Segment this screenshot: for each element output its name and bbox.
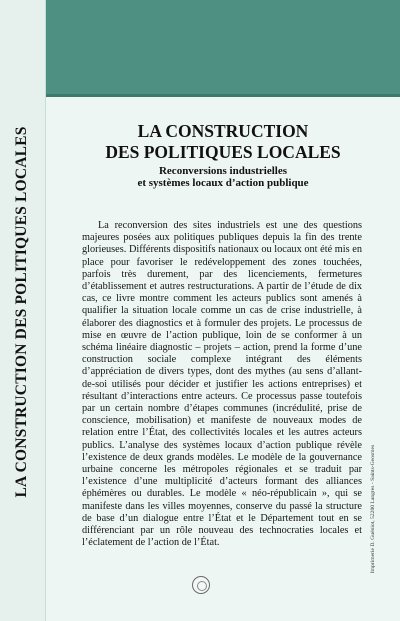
blurb-paragraph: La reconversion des sites industriels est une des questions majeures posées aux politiques publiques depuis la fin des trente glorieuses. Différents dispositifs nationaux ou locaux ont été mis en place pour favoriser le redéveloppement des zones touchées, parfois très durement, par des licenciements, fermetures d’établissement et autres restructurations. A partir de l’étude de dix cas, ce livre montre comment les acteurs publics sont amenés à qualifier la situation locale comme un cas de crise industrielle, à élaborer des diagnostics et à formuler des projets. Le processus de mise en œuvre de l’action publique, loin de se conformer à un schéma linéaire diagnostic – projets – action, prend la forme d’une construction sociale complexe intégrant des éléments d’appréciation de divers types, dont des mythes (au sens d’allant-de-soi utilisés pour décider et justifier les actions entreprises) et résultant d’interactions entre acteurs. Ce processus passe toutefois par un certain nombre d’étapes communes (incrédulité, prise de conscience, mobilisation) et manifeste de nouveaux modes de relation entre l’État, des collectivités locales et les autres acteurs publics. L’analyse des systèmes locaux d’action publique révèle l’existence de deux grands modèles. Le modèle de la gouvernance urbaine concerne les métropoles régionales et se traduit par l’existence d’une multiplicité d’acteurs formant des alliances éphémères ou durables. Le modèle « néo-républicain », qui se manifeste dans les villes moyennes, conserve du passé la structure de base d’un dialogue entre l’État et le Département tout en se différenciant par un rôle nouveau des technocraties locales et l’éclatement de l’action de l’État. [82,220,362,549]
spine-title: LA CONSTRUCTION DES POLITIQUES LOCALES [13,126,30,498]
cover-title-line-1: LA CONSTRUCTION [137,121,309,141]
publisher-logo-icon [192,576,210,594]
top-color-band [46,0,400,97]
cover-title [46,121,400,163]
cover-main-panel [46,97,400,621]
cover-subtitle-line-2: et systèmes locaux d’action publique [137,177,309,189]
printer-credit: Imprimerie D. Guéniot, 52200 Langres - Saints-Geosmes [370,444,376,574]
book-spine [0,0,46,621]
cover-subtitle-line-1: Reconversions industrielles [158,165,288,177]
cover-subtitle [46,165,400,189]
cover-title-line-2: DES POLITIQUES LOCALES [105,142,341,162]
